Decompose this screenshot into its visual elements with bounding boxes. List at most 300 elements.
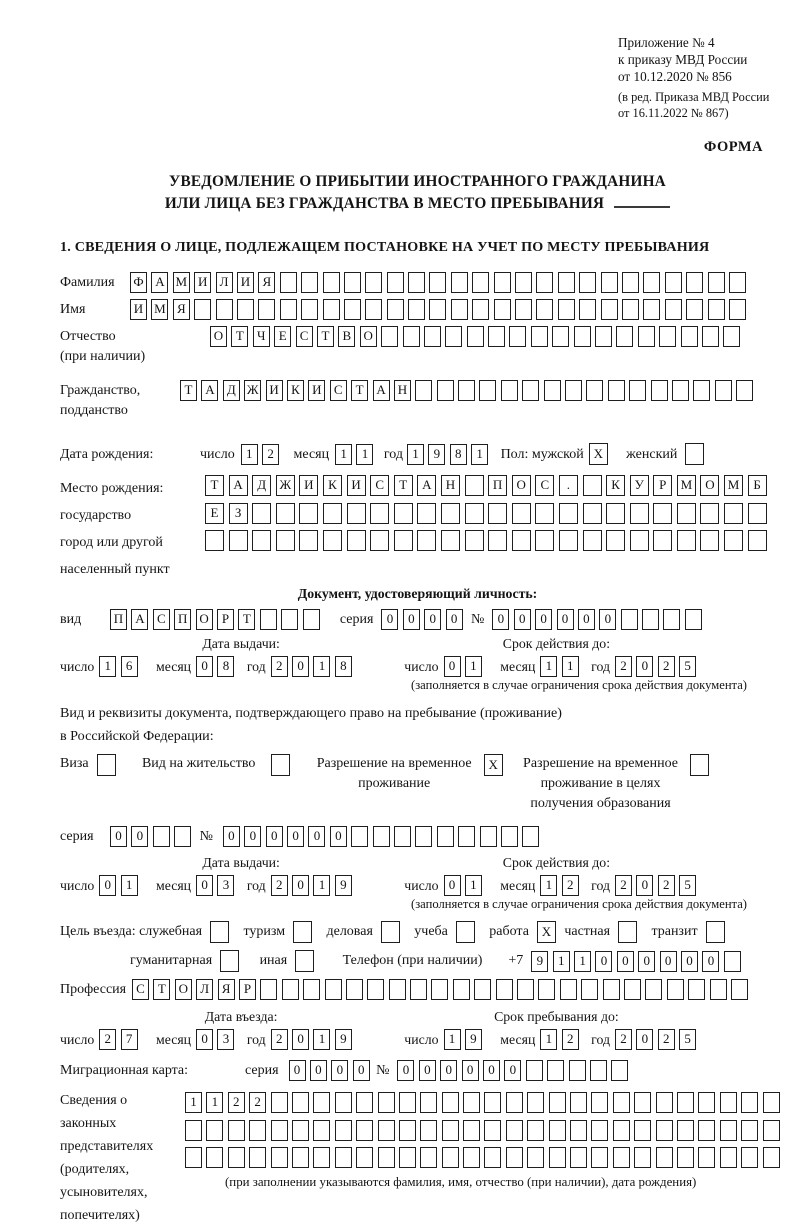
form-cell bbox=[651, 380, 668, 401]
form-cell bbox=[642, 609, 659, 630]
entry-date-group bbox=[60, 1009, 364, 1050]
form-cell bbox=[634, 1120, 651, 1141]
form-cell: 2 bbox=[271, 656, 288, 677]
form-cell: 3 bbox=[217, 1029, 234, 1050]
year-label: год bbox=[591, 877, 610, 893]
phone-label: Телефон (при наличии) bbox=[342, 953, 483, 968]
birthplace-cells-row1[interactable] bbox=[205, 475, 771, 496]
form-cell: А bbox=[229, 475, 248, 496]
purpose-other-checkbox[interactable] bbox=[295, 950, 318, 972]
form-cell: О bbox=[512, 475, 531, 496]
form-cell bbox=[441, 503, 460, 524]
form-cell bbox=[677, 503, 696, 524]
form-cell bbox=[474, 979, 491, 1000]
form-cell bbox=[484, 1092, 501, 1113]
other-label: иная bbox=[259, 953, 288, 968]
residence-doc-intro: Вид и реквизиты документа, подтверждающего право на пребывание (проживание) в Российской Федерации: bbox=[60, 705, 562, 744]
temp-permit-label: Разрешение на временное проживание bbox=[316, 756, 472, 791]
day-label: число bbox=[60, 877, 95, 893]
permit-valid-header: Срок действия до: bbox=[502, 855, 611, 870]
form-cell: Т bbox=[238, 609, 255, 630]
doc-kind-cells[interactable] bbox=[110, 609, 324, 630]
form-cell bbox=[387, 272, 404, 293]
form-cell bbox=[280, 272, 297, 293]
identity-doc-row bbox=[60, 609, 775, 630]
doc-valid-header: Срок действия до: bbox=[502, 636, 611, 651]
form-cell: К bbox=[323, 475, 342, 496]
birthplace-cells-row3[interactable] bbox=[205, 530, 771, 551]
form-cell bbox=[431, 979, 448, 1000]
form-cell bbox=[677, 1120, 694, 1141]
form-cell bbox=[399, 1147, 416, 1168]
form-cell bbox=[558, 272, 575, 293]
permit-valid-day-cells[interactable] bbox=[444, 875, 487, 896]
profession-row bbox=[60, 979, 775, 1000]
migcard-series-cells[interactable] bbox=[289, 1060, 375, 1081]
form-cell: 0 bbox=[535, 609, 552, 630]
form-cell: 2 bbox=[271, 875, 288, 896]
entry-date-header: Дата въезда: bbox=[204, 1009, 278, 1024]
form-cell bbox=[378, 1147, 395, 1168]
form-cell bbox=[527, 1120, 544, 1141]
purpose-private-checkbox[interactable] bbox=[618, 921, 641, 943]
form-cell bbox=[741, 1092, 758, 1113]
form-cell bbox=[522, 380, 539, 401]
form-cell: К bbox=[287, 380, 304, 401]
month-label: месяц bbox=[500, 658, 536, 674]
form-cell: 2 bbox=[615, 656, 632, 677]
visa-checkbox[interactable] bbox=[97, 754, 120, 776]
form-cell bbox=[595, 326, 612, 347]
permit-valid-year-cells[interactable] bbox=[615, 875, 701, 896]
form-cell bbox=[437, 380, 454, 401]
form-cell bbox=[451, 272, 468, 293]
form-cell: 0 bbox=[702, 951, 719, 972]
amendment-reference bbox=[618, 89, 775, 121]
form-cell bbox=[724, 951, 741, 972]
form-cell: И bbox=[130, 299, 147, 320]
form-cell bbox=[763, 1120, 780, 1141]
form-cell: Т bbox=[205, 475, 224, 496]
form-cell bbox=[420, 1147, 437, 1168]
form-cell: 5 bbox=[679, 656, 696, 677]
form-cell bbox=[205, 530, 224, 551]
form-cell bbox=[606, 503, 625, 524]
permit-series-cells[interactable] bbox=[110, 826, 196, 847]
form-cell bbox=[515, 272, 532, 293]
day-label: число bbox=[404, 877, 439, 893]
form-cell bbox=[347, 530, 366, 551]
form-cell: 0 bbox=[292, 656, 309, 677]
form-cell: Д bbox=[252, 475, 271, 496]
form-cell bbox=[323, 272, 340, 293]
form-cell: 2 bbox=[562, 1029, 579, 1050]
doc-issue-year-cells[interactable] bbox=[271, 656, 357, 677]
form-cell: И bbox=[237, 272, 254, 293]
doc-valid-day-cells[interactable] bbox=[444, 656, 487, 677]
form-cell: 9 bbox=[531, 951, 548, 972]
form-cell: 0 bbox=[636, 875, 653, 896]
temp-permit-checkbox[interactable] bbox=[484, 754, 507, 776]
given-name-cells[interactable] bbox=[130, 299, 750, 320]
form-cell bbox=[512, 530, 531, 551]
purpose-business-checkbox[interactable] bbox=[381, 921, 404, 943]
form-cell bbox=[702, 326, 719, 347]
birth-year-cells[interactable] bbox=[407, 444, 493, 465]
doc-issue-day-cells[interactable] bbox=[99, 656, 142, 677]
year-label: год bbox=[383, 446, 403, 462]
purpose-tourism-checkbox[interactable] bbox=[293, 921, 316, 943]
form-cell bbox=[526, 1060, 543, 1081]
profession-cells[interactable] bbox=[132, 979, 752, 1000]
edu-permit-option bbox=[523, 754, 713, 814]
form-cell: 5 bbox=[679, 1029, 696, 1050]
form-cell bbox=[583, 530, 602, 551]
form-cell bbox=[465, 530, 484, 551]
permit-series-row bbox=[60, 826, 775, 847]
temp-permit-option bbox=[317, 754, 507, 794]
form-cell bbox=[429, 299, 446, 320]
form-cell bbox=[410, 979, 427, 1000]
form-cell: 0 bbox=[419, 1060, 436, 1081]
form-cell bbox=[690, 754, 709, 776]
entry-year-cells[interactable] bbox=[271, 1029, 357, 1050]
form-cell: 0 bbox=[446, 609, 463, 630]
doc-number-cells[interactable] bbox=[492, 609, 706, 630]
permit-issue-day-cells[interactable] bbox=[99, 875, 142, 896]
purpose-humanitarian-checkbox[interactable] bbox=[220, 950, 243, 972]
form-cell bbox=[351, 826, 368, 847]
form-cell bbox=[252, 530, 271, 551]
form-cell bbox=[206, 1147, 223, 1168]
permit-issue-month-cells[interactable] bbox=[196, 875, 239, 896]
given-name-label: Имя bbox=[60, 302, 86, 317]
form-cell bbox=[206, 1120, 223, 1141]
form-cell: 1 bbox=[241, 444, 258, 465]
form-cell bbox=[731, 979, 748, 1000]
phone-cells[interactable] bbox=[531, 951, 745, 972]
permit-valid-month-cells[interactable] bbox=[540, 875, 583, 896]
form-cell bbox=[645, 979, 662, 1000]
visa-option bbox=[60, 754, 120, 776]
form-cell bbox=[686, 299, 703, 320]
form-cell: И bbox=[308, 380, 325, 401]
form-cell bbox=[335, 1147, 352, 1168]
birth-day-cells[interactable] bbox=[241, 444, 284, 465]
citizenship-cells[interactable] bbox=[180, 380, 758, 401]
form-cell: 1 bbox=[553, 951, 570, 972]
birth-month-cells[interactable] bbox=[335, 444, 378, 465]
form-cell bbox=[706, 921, 725, 943]
representatives-cells-row2[interactable] bbox=[185, 1120, 784, 1141]
form-cell bbox=[522, 826, 539, 847]
form-cell bbox=[579, 299, 596, 320]
form-cell bbox=[229, 530, 248, 551]
form-cell bbox=[659, 326, 676, 347]
form-cell bbox=[458, 380, 475, 401]
month-label: месяц bbox=[293, 446, 330, 462]
form-cell: 0 bbox=[223, 826, 240, 847]
form-cell: 2 bbox=[228, 1092, 245, 1113]
form-cell: И bbox=[347, 475, 366, 496]
form-cell bbox=[441, 530, 460, 551]
form-cell bbox=[415, 826, 432, 847]
form-cell: 8 bbox=[450, 444, 467, 465]
form-cell bbox=[672, 380, 689, 401]
birthplace-cells-row2[interactable] bbox=[205, 503, 771, 524]
form-cell bbox=[724, 503, 743, 524]
form-cell bbox=[708, 272, 725, 293]
form-cell bbox=[748, 503, 767, 524]
form-cell: Ж bbox=[276, 475, 295, 496]
form-cell bbox=[586, 380, 603, 401]
permit-issue-year-cells[interactable] bbox=[271, 875, 357, 896]
stay-month-cells[interactable] bbox=[540, 1029, 583, 1050]
form-cell: З bbox=[229, 503, 248, 524]
purpose-label: Цель въезда: служебная bbox=[60, 924, 203, 939]
doc-issue-header: Дата выдачи: bbox=[202, 636, 280, 651]
form-cell bbox=[347, 503, 366, 524]
form-cell bbox=[451, 299, 468, 320]
permit-number-cells[interactable] bbox=[223, 826, 544, 847]
form-cell: 0 bbox=[403, 609, 420, 630]
month-label: месяц bbox=[156, 658, 192, 674]
form-cell bbox=[656, 1092, 673, 1113]
surname-label: Фамилия bbox=[60, 275, 115, 290]
purpose-transit-checkbox[interactable] bbox=[706, 921, 729, 943]
form-cell bbox=[293, 921, 312, 943]
form-cell bbox=[271, 754, 290, 776]
patronymic-cells[interactable] bbox=[210, 326, 745, 347]
form-cell bbox=[608, 380, 625, 401]
form-cell bbox=[581, 979, 598, 1000]
representatives-note: (при заполнении указываются фамилия, имя, отчество (при наличии), дата рождения) bbox=[225, 1174, 697, 1189]
form-cell: О bbox=[360, 326, 377, 347]
form-cell bbox=[292, 1147, 309, 1168]
form-cell: 1 bbox=[540, 1029, 557, 1050]
doc-valid-year-cells[interactable] bbox=[615, 656, 701, 677]
form-cell: 0 bbox=[397, 1060, 414, 1081]
form-cell bbox=[97, 754, 116, 776]
form-cell: И bbox=[299, 475, 318, 496]
residence-doc-type-row bbox=[60, 754, 775, 814]
form-cell bbox=[420, 1120, 437, 1141]
form-cell bbox=[356, 1092, 373, 1113]
form-cell: 7 bbox=[121, 1029, 138, 1050]
tourism-label: туризм bbox=[243, 924, 286, 939]
migcard-series-label: серия bbox=[245, 1063, 279, 1078]
form-cell bbox=[558, 299, 575, 320]
form-cell bbox=[488, 530, 507, 551]
year-label: год bbox=[591, 658, 610, 674]
form-cell: 0 bbox=[196, 656, 213, 677]
form-cell bbox=[621, 609, 638, 630]
sex-male-label: Пол: мужской bbox=[500, 446, 584, 462]
entry-day-cells[interactable] bbox=[99, 1029, 142, 1050]
doc-valid-month-cells[interactable] bbox=[540, 656, 583, 677]
amendment-line: (в ред. Приказа МВД России bbox=[618, 90, 770, 104]
section1-title: 1. СВЕДЕНИЯ О ЛИЦЕ, ПОДЛЕЖАЩЕМ ПОСТАНОВКЕ НА УЧЕТ ПО МЕСТУ ПРЕБЫВАНИЯ bbox=[60, 239, 710, 255]
migcard-number-label: № bbox=[376, 1063, 390, 1078]
form-cell bbox=[710, 979, 727, 1000]
form-cell: А bbox=[373, 380, 390, 401]
form-cell: Т bbox=[180, 380, 197, 401]
form-cell: С bbox=[296, 326, 313, 347]
form-cell: С bbox=[370, 475, 389, 496]
form-cell: 1 bbox=[465, 875, 482, 896]
form-cell bbox=[606, 530, 625, 551]
appendix-line: Приложение № 4 bbox=[618, 35, 715, 50]
form-cell bbox=[622, 299, 639, 320]
form-cell: 0 bbox=[308, 826, 325, 847]
form-cell bbox=[624, 979, 641, 1000]
form-cell: 8 bbox=[335, 656, 352, 677]
form-cell: О bbox=[196, 609, 213, 630]
form-cell: Д bbox=[223, 380, 240, 401]
sex-female-label: женский bbox=[626, 446, 678, 462]
title-line-2: ИЛИ ЛИЦА БЕЗ ГРАЖДАНСТВА В МЕСТО ПРЕБЫВАНИЯ bbox=[60, 193, 775, 215]
form-cell: 1 bbox=[335, 444, 352, 465]
form-cell: 2 bbox=[615, 875, 632, 896]
form-cell: В bbox=[338, 326, 355, 347]
form-cell bbox=[547, 1060, 564, 1081]
form-cell bbox=[549, 1120, 566, 1141]
form-cell bbox=[622, 272, 639, 293]
migcard-number-cells[interactable] bbox=[397, 1060, 632, 1081]
form-cell bbox=[463, 1147, 480, 1168]
form-cell bbox=[249, 1120, 266, 1141]
form-cell bbox=[194, 299, 211, 320]
entry-month-cells[interactable] bbox=[196, 1029, 239, 1050]
form-cell: С bbox=[330, 380, 347, 401]
surname-cells[interactable] bbox=[130, 272, 750, 293]
form-cell: Р bbox=[239, 979, 256, 1000]
form-cell bbox=[630, 530, 649, 551]
form-cell bbox=[252, 503, 271, 524]
edu-permit-checkbox[interactable] bbox=[690, 754, 713, 776]
form-cell bbox=[665, 272, 682, 293]
form-cell: П bbox=[488, 475, 507, 496]
form-cell: Н bbox=[394, 380, 411, 401]
form-cell: 0 bbox=[578, 609, 595, 630]
form-cell bbox=[741, 1120, 758, 1141]
form-cell: 9 bbox=[335, 1029, 352, 1050]
humanitarian-label: гуманитарная bbox=[130, 953, 213, 968]
form-cell: 5 bbox=[679, 875, 696, 896]
form-cell: . bbox=[559, 475, 578, 496]
form-cell bbox=[260, 979, 277, 1000]
form-cell: 0 bbox=[483, 1060, 500, 1081]
purpose-official-checkbox[interactable] bbox=[210, 921, 233, 943]
form-cell bbox=[420, 1092, 437, 1113]
doc-issue-month-cells[interactable] bbox=[196, 656, 239, 677]
form-cell: М bbox=[173, 272, 190, 293]
phone-prefix: +7 bbox=[508, 953, 524, 968]
form-cell: П bbox=[174, 609, 191, 630]
form-cell bbox=[389, 979, 406, 1000]
form-cell: 2 bbox=[615, 1029, 632, 1050]
representatives-cells-row1[interactable] bbox=[185, 1092, 784, 1113]
form-cell bbox=[356, 1120, 373, 1141]
form-cell bbox=[429, 272, 446, 293]
birthplace-cells-block bbox=[205, 475, 771, 558]
form-cell bbox=[295, 950, 314, 972]
form-cell bbox=[417, 503, 436, 524]
sex-male-checkbox[interactable] bbox=[589, 443, 612, 465]
form-cell: 0 bbox=[557, 609, 574, 630]
form-cell: Н bbox=[441, 475, 460, 496]
form-cell: 1 bbox=[313, 875, 330, 896]
citizenship-row bbox=[60, 380, 775, 421]
title-blank-underline bbox=[614, 194, 670, 208]
form-cell bbox=[346, 979, 363, 1000]
form-cell: 0 bbox=[310, 1060, 327, 1081]
form-cell bbox=[549, 1147, 566, 1168]
form-cell bbox=[574, 326, 591, 347]
form-cell bbox=[700, 530, 719, 551]
form-cell: Е bbox=[205, 503, 224, 524]
form-cell bbox=[591, 1092, 608, 1113]
business-label: деловая bbox=[326, 924, 373, 939]
form-cell: 1 bbox=[540, 875, 557, 896]
form-cell bbox=[698, 1120, 715, 1141]
form-cell: Ж bbox=[244, 380, 261, 401]
citizenship-label: Гражданство, подданство bbox=[60, 383, 141, 418]
form-cell: 0 bbox=[292, 1029, 309, 1050]
form-cell: 9 bbox=[428, 444, 445, 465]
doc-series-cells[interactable] bbox=[381, 609, 467, 630]
doc-number-label: № bbox=[471, 612, 485, 627]
form-cell bbox=[301, 272, 318, 293]
form-cell: 0 bbox=[287, 826, 304, 847]
form-cell bbox=[313, 1120, 330, 1141]
sex-female-checkbox[interactable] bbox=[685, 443, 708, 465]
day-label: число bbox=[404, 658, 439, 674]
form-cell bbox=[381, 921, 400, 943]
appendix-line: от 10.12.2020 № 856 bbox=[618, 69, 732, 84]
form-cell: А bbox=[131, 609, 148, 630]
form-cell bbox=[685, 609, 702, 630]
form-cell: 2 bbox=[249, 1092, 266, 1113]
form-cell bbox=[693, 380, 710, 401]
form-cell bbox=[484, 1147, 501, 1168]
form-cell: М bbox=[151, 299, 168, 320]
form-cell: Е bbox=[274, 326, 291, 347]
stay-day-cells[interactable] bbox=[444, 1029, 487, 1050]
form-cell bbox=[570, 1147, 587, 1168]
stay-year-cells[interactable] bbox=[615, 1029, 701, 1050]
purpose-study-checkbox[interactable] bbox=[456, 921, 479, 943]
form-cell: К bbox=[606, 475, 625, 496]
representatives-cells-block bbox=[185, 1089, 784, 1227]
form-cell: 2 bbox=[658, 1029, 675, 1050]
form-cell bbox=[549, 1092, 566, 1113]
form-cell: С bbox=[535, 475, 554, 496]
form-cell bbox=[538, 979, 555, 1000]
month-label: месяц bbox=[500, 1031, 536, 1047]
form-cell: 0 bbox=[131, 826, 148, 847]
day-label: число bbox=[60, 658, 95, 674]
representatives-cells-row3[interactable] bbox=[185, 1147, 784, 1168]
form-cell bbox=[643, 299, 660, 320]
form-cell bbox=[228, 1120, 245, 1141]
appendix-reference bbox=[618, 34, 775, 85]
stay-until-group bbox=[404, 1009, 708, 1050]
purpose-work-checkbox[interactable] bbox=[537, 921, 560, 943]
form-cell bbox=[736, 380, 753, 401]
form-cell bbox=[365, 272, 382, 293]
residence-permit-checkbox[interactable] bbox=[271, 754, 294, 776]
